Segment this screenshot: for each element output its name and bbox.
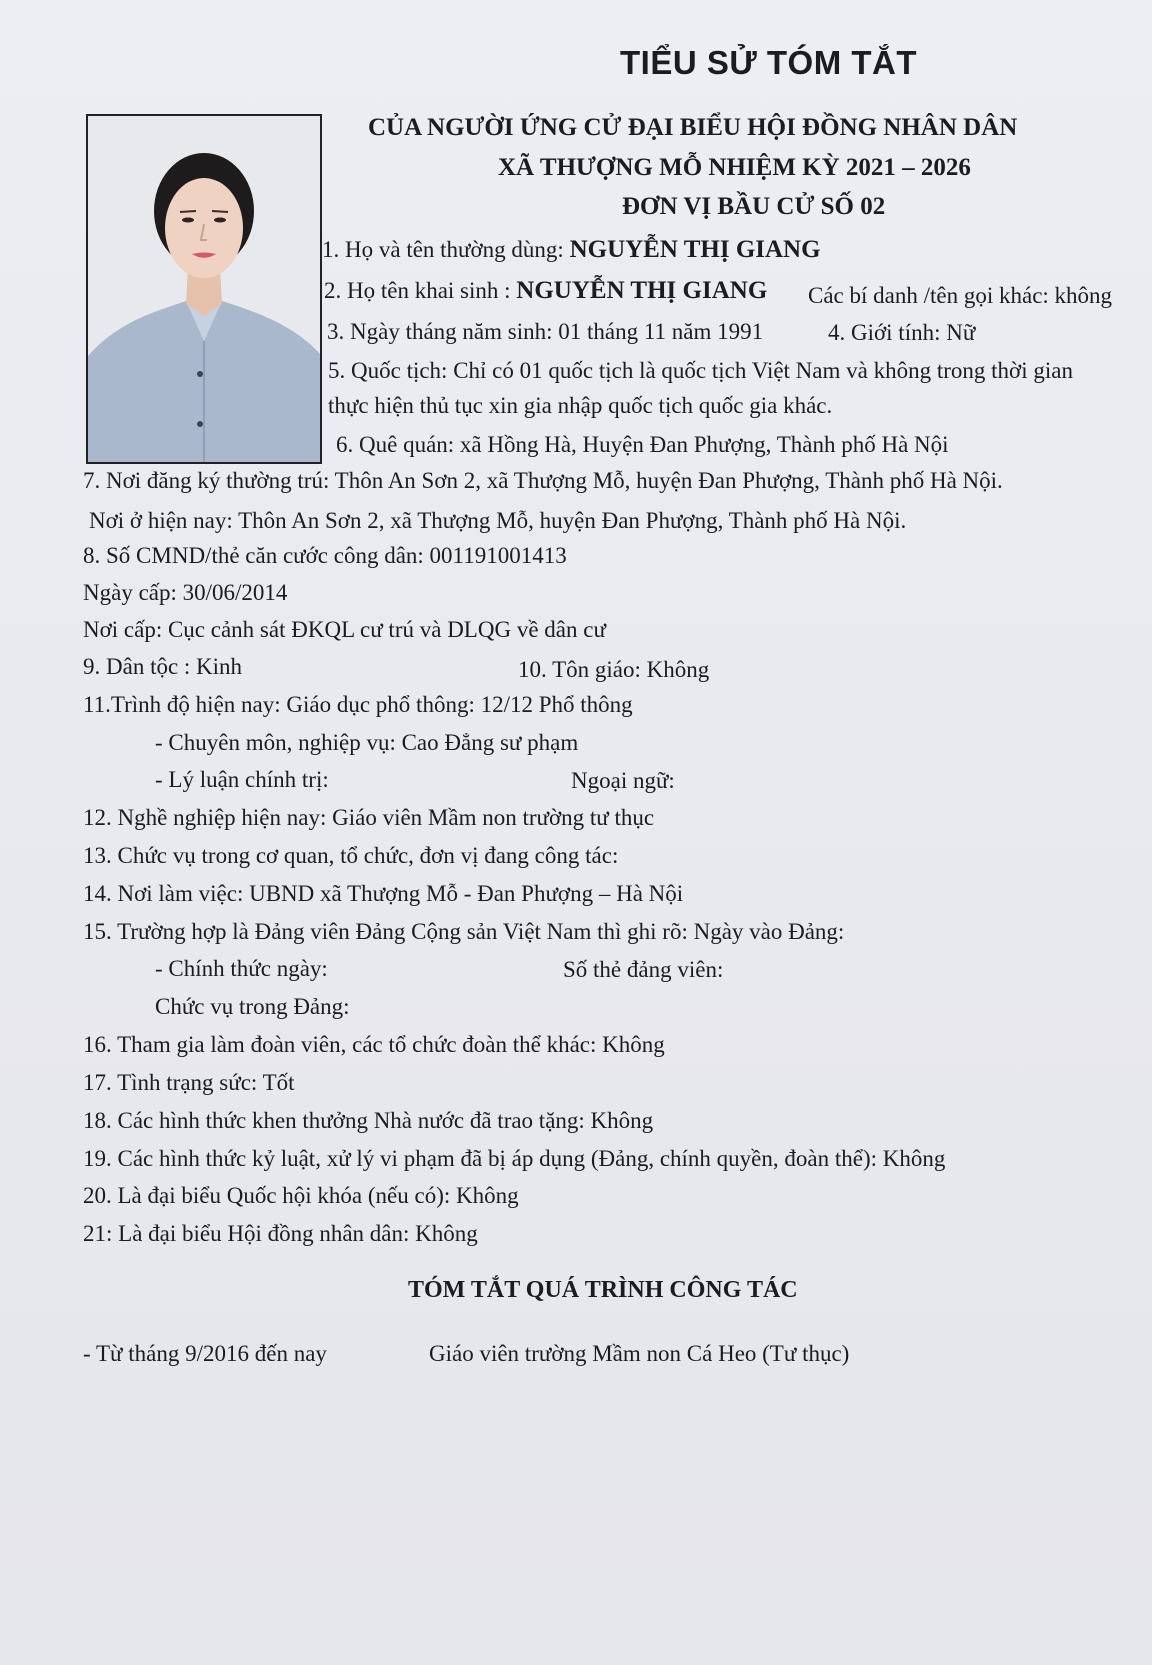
career-role: Giáo viên trường Mầm non Cá Heo (Tư thục)	[429, 1341, 850, 1366]
field-issue-place: Nơi cấp: Cục cảnh sát ĐKQL cư trú và DLQG về dân cư	[83, 617, 606, 642]
field-birth-name	[324, 276, 767, 306]
header-line-1: CỦA NGƯỜI ỨNG CỬ ĐẠI BIỂU HỘI ĐỒNG NHÂN DÂN	[368, 114, 1018, 141]
field-foreign-language: Ngoại ngữ:	[571, 768, 675, 793]
header-line-3: ĐƠN VỊ BẦU CỬ SỐ 02	[622, 193, 886, 220]
field-alias: Các bí danh /tên gọi khác: không	[808, 283, 1113, 308]
field-id-number: 8. Số CMND/thẻ căn cước công dân: 001191001413	[83, 543, 567, 568]
field-party-member: 15. Trường hợp là Đảng viên Đảng Cộng sản Việt Nam thì ghi rõ: Ngày vào Đảng:	[83, 919, 845, 944]
field-council-delegate: 21: Là đại biểu Hội đồng nhân dân: Không	[83, 1221, 478, 1246]
field-official-date: - Chính thức ngày:	[155, 956, 328, 981]
field-issue-date: Ngày cấp: 30/06/2014	[83, 580, 288, 605]
career-section-title: TÓM TẮT QUÁ TRÌNH CÔNG TÁC	[408, 1277, 798, 1303]
field-occupation: 12. Nghề nghiệp hiện nay: Giáo viên Mầm non trường tư thục	[83, 805, 655, 830]
field-position: 13. Chức vụ trong cơ quan, tổ chức, đơn vị đang công tác:	[83, 843, 619, 868]
field-national-assembly: 20. Là đại biểu Quốc hội khóa (nếu có): Không	[83, 1183, 519, 1208]
field-date-of-birth: 3. Ngày tháng năm sinh: 01 tháng 11 năm 1991	[327, 319, 764, 344]
field-common-name	[322, 235, 821, 265]
field-permanent-residence: 7. Nơi đăng ký thường trú: Thôn An Sơn 2, xã Thượng Mỗ, huyện Đan Phượng, Thành phố Hà Nội.	[83, 468, 1003, 493]
field-political-theory: - Lý luận chính trị:	[155, 767, 329, 792]
field-label: 1. Họ và tên thường dùng:	[322, 237, 564, 262]
field-nationality-cont: thực hiện thủ tục xin gia nhập quốc tịch quốc gia khác.	[328, 393, 833, 418]
career-period: - Từ tháng 9/2016 đến nay	[83, 1341, 327, 1366]
field-label: 2. Họ tên khai sinh :	[324, 278, 511, 303]
document-title: TIỂU SỬ TÓM TẮT	[620, 44, 918, 81]
portrait-photo	[86, 114, 322, 464]
field-current-residence: Nơi ở hiện nay: Thôn An Sơn 2, xã Thượng Mỗ, huyện Đan Phượng, Thành phố Hà Nội.	[89, 508, 907, 533]
field-profession: - Chuyên môn, nghiệp vụ: Cao Đẳng sư phạm	[155, 730, 579, 755]
field-discipline: 19. Các hình thức kỷ luật, xử lý vi phạm đã bị áp dụng (Đảng, chính quyền, đoàn thể): Không	[83, 1146, 946, 1171]
field-religion: 10. Tôn giáo: Không	[518, 657, 710, 682]
field-ethnicity: 9. Dân tộc : Kinh	[83, 654, 243, 679]
field-awards: 18. Các hình thức khen thưởng Nhà nước đã trao tặng: Không	[83, 1108, 654, 1133]
field-party-card: Số thẻ đảng viên:	[563, 957, 724, 982]
field-workplace: 14. Nơi làm việc: UBND xã Thượng Mỗ - Đan Phượng – Hà Nội	[83, 881, 684, 906]
field-education: 11.Trình độ hiện nay: Giáo dục phổ thông: 12/12 Phổ thông	[83, 692, 633, 717]
header-line-2: XÃ THƯỢNG MỖ NHIỆM KỲ 2021 – 2026	[498, 154, 971, 181]
field-health: 17. Tình trạng sức: Tốt	[83, 1070, 295, 1095]
field-hometown: 6. Quê quán: xã Hồng Hà, Huyện Đan Phượng, Thành phố Hà Nội	[336, 432, 949, 457]
field-organizations: 16. Tham gia làm đoàn viên, các tổ chức đoàn thể khác: Không	[83, 1032, 665, 1057]
field-party-position: Chức vụ trong Đảng:	[155, 994, 350, 1019]
common-name-value: NGUYỄN THỊ GIANG	[569, 236, 821, 263]
field-nationality: 5. Quốc tịch: Chỉ có 01 quốc tịch là quốc tịch Việt Nam và không trong thời gian	[328, 358, 1073, 383]
field-gender: 4. Giới tính: Nữ	[828, 320, 976, 345]
birth-name-value: NGUYỄN THỊ GIANG	[516, 277, 768, 304]
